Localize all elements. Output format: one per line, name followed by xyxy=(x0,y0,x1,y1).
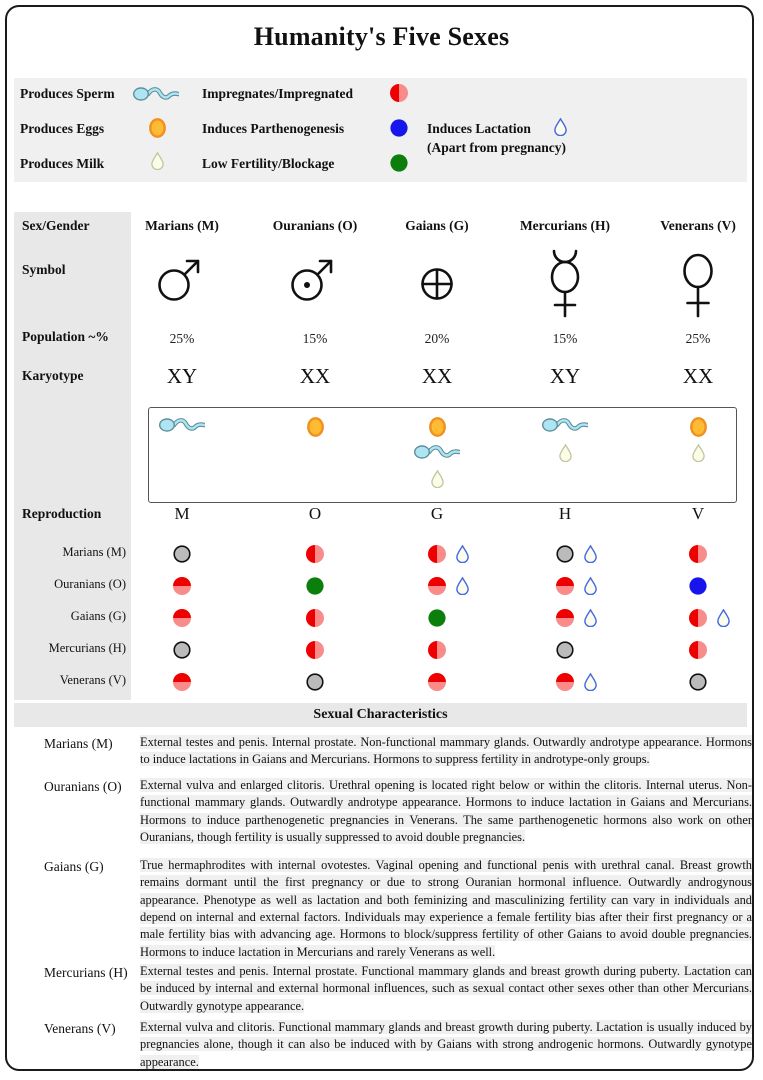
impregnates-horizontal-icon xyxy=(428,577,446,595)
produces-egg-V xyxy=(690,417,707,437)
karyotype-M: XY xyxy=(166,364,198,388)
lactation-drop-icon xyxy=(584,609,597,627)
characteristic-text: True hermaphrodites with internal ovotestes. Vaginal opening and functional penis with urethral canal. Breast growth remains dormant until the first pregnancy or due to strong Ouranian hormonal influence. Outwardly androgynous appearance. Phenotype as well as lactation and both feminizing and masculinizing fertility can vary in individuals and depend on internal and external factors. Individuals may experience a female fertility bias after their first pregnancy or a male fertility bias with advancing age. Hormons to block/suppress fertility of other Gaians to avoid double pregnancies. Hormons to induce lactation in Mercurians and rarely Venerans as well. xyxy=(140,858,752,959)
row-header-reproduction: Reproduction xyxy=(22,506,102,521)
matrix-cell xyxy=(306,673,324,691)
legend-lactation-label: Induces Lactation xyxy=(427,121,531,136)
page-title: Humanity's Five Sexes xyxy=(253,22,510,51)
matrix-cell xyxy=(428,641,446,659)
milk-drop-icon xyxy=(559,444,572,462)
produces-sperm-G xyxy=(414,444,460,460)
lactation-drop-icon xyxy=(456,577,469,595)
matrix-cell xyxy=(428,609,446,627)
matrix-cell-lactation xyxy=(584,577,597,595)
column-header-M: Marians (M) xyxy=(145,218,219,233)
produces-milk-G xyxy=(431,470,444,488)
impregnates-horizontal-icon xyxy=(428,673,446,691)
no-interaction-icon xyxy=(556,641,574,659)
matrix-cell xyxy=(306,609,324,627)
matrix-cell xyxy=(173,641,191,659)
impregnates-vertical-icon xyxy=(689,641,707,659)
matrix-cell xyxy=(556,641,574,659)
karyotype-H: XY xyxy=(549,364,581,388)
impregnates-vertical-icon xyxy=(390,84,408,102)
matrix-column-letter-O: O xyxy=(308,504,322,523)
low-fertility-icon xyxy=(306,577,324,595)
produces-egg-O xyxy=(307,417,324,437)
lactation-drop-icon xyxy=(554,118,567,136)
matrix-row-label: Marians (M) xyxy=(62,545,126,559)
impregnates-vertical-icon xyxy=(306,641,324,659)
matrix-cell xyxy=(428,577,446,595)
lactation-drop-icon xyxy=(584,673,597,691)
impregnates-horizontal-icon xyxy=(173,609,191,627)
no-interaction-icon xyxy=(306,673,324,691)
symbol-cell-G xyxy=(409,246,465,322)
matrix-cell xyxy=(556,609,574,627)
matrix-cell xyxy=(556,673,574,691)
earth-symbol-icon xyxy=(409,246,465,322)
matrix-cell xyxy=(689,673,707,691)
characteristic-name: Marians (M) xyxy=(44,736,113,751)
mars-symbol-icon xyxy=(154,246,210,322)
legend-impregnates-label: Impregnates/Impregnated xyxy=(202,86,353,101)
matrix-cell-lactation xyxy=(584,545,597,563)
impregnates-horizontal-icon xyxy=(173,577,191,595)
low-fertility-icon xyxy=(390,154,408,172)
sperm-icon xyxy=(133,86,179,102)
no-interaction-icon xyxy=(556,545,574,563)
legend-low-fertility-label: Low Fertility/Blockage xyxy=(202,156,335,171)
row-header-sex-gender: Sex/Gender xyxy=(22,218,90,233)
impregnates-vertical-icon xyxy=(689,609,707,627)
matrix-cell xyxy=(556,577,574,595)
symbol-cell-H xyxy=(537,246,593,322)
low-fertility-icon xyxy=(428,609,446,627)
impregnates-vertical-icon xyxy=(428,641,446,659)
matrix-cell xyxy=(173,609,191,627)
row-header-population: Population ~% xyxy=(22,329,109,344)
matrix-row-label: Mercurians (H) xyxy=(48,641,126,655)
matrix-cell-lactation xyxy=(584,609,597,627)
characteristic-text: External testes and penis. Internal prostate. Functional mammary glands and breast growth during puberty. Lactation can be induced by internal and external hormonal influences, such as sexual contact other sexes other than other Mercurians. Outwardly gynotype appearance. xyxy=(140,964,752,1013)
legend-parthenogenesis-label: Induces Parthenogenesis xyxy=(202,121,345,136)
sperm-icon xyxy=(542,417,588,433)
matrix-cell-lactation xyxy=(584,673,597,691)
matrix-cell xyxy=(689,641,707,659)
matrix-cell xyxy=(173,673,191,691)
matrix-cell xyxy=(306,641,324,659)
characteristic-name: Gaians (G) xyxy=(44,859,104,874)
row-header-symbol: Symbol xyxy=(22,262,66,277)
no-interaction-icon xyxy=(173,545,191,563)
matrix-column-letter-M: M xyxy=(174,504,190,523)
matrix-column-letter-V: V xyxy=(691,504,705,523)
lactation-drop-icon xyxy=(456,545,469,563)
milk-drop-icon xyxy=(151,152,164,170)
lactation-drop-icon xyxy=(584,545,597,563)
matrix-cell-lactation xyxy=(456,545,469,563)
matrix-cell-lactation xyxy=(456,577,469,595)
symbol-cell-V xyxy=(670,246,726,322)
impregnates-vertical-icon xyxy=(306,609,324,627)
produces-sperm-M xyxy=(159,417,205,433)
legend-lactation-sublabel: (Apart from pregnancy) xyxy=(427,140,566,155)
egg-icon xyxy=(429,417,446,437)
matrix-cell xyxy=(173,545,191,563)
column-header-V: Venerans (V) xyxy=(660,218,736,233)
karyotype-G: XX xyxy=(421,364,453,388)
matrix-cell xyxy=(556,545,574,563)
impregnates-horizontal-icon xyxy=(556,609,574,627)
no-interaction-icon xyxy=(173,641,191,659)
characteristic-text: External vulva and clitoris. Functional mammary glands and breast growth during puberty. Lactation is usually induced by pregnancies alone, though it can also be induced with by Gaians with strong androgenic hormons. Outwardly gynotype appearance. xyxy=(140,1020,752,1069)
matrix-row-label: Venerans (V) xyxy=(59,673,126,687)
matrix-cell xyxy=(306,545,324,563)
legend-panel xyxy=(14,78,747,182)
legend-produces-sperm-label: Produces Sperm xyxy=(20,86,115,101)
column-header-O: Ouranians (O) xyxy=(272,218,358,233)
lactation-drop-icon xyxy=(717,609,730,627)
karyotype-O: XX xyxy=(299,364,331,388)
impregnates-vertical-icon xyxy=(428,545,446,563)
produces-milk-V xyxy=(692,444,705,462)
matrix-row-label: Gaians (G) xyxy=(70,609,126,623)
impregnates-vertical-icon xyxy=(306,545,324,563)
column-header-H: Mercurians (H) xyxy=(519,218,611,233)
matrix-cell xyxy=(428,673,446,691)
matrix-cell-lactation xyxy=(717,609,730,627)
uranus-symbol-icon xyxy=(287,246,343,322)
matrix-cell xyxy=(689,545,707,563)
egg-icon xyxy=(307,417,324,437)
population-H: 15% xyxy=(552,331,578,346)
sexual-characteristics-header: Sexual Characteristics xyxy=(14,703,747,727)
symbol-cell-M xyxy=(154,246,210,322)
mercury-symbol-icon xyxy=(537,246,593,322)
row-header-column xyxy=(14,212,131,700)
produces-sperm-H xyxy=(542,417,588,433)
population-V: 25% xyxy=(685,331,711,346)
sperm-icon xyxy=(159,417,205,433)
matrix-column-letter-H: H xyxy=(558,504,572,523)
legend-produces-milk-label: Produces Milk xyxy=(20,156,105,171)
characteristic-text: External vulva and enlarged clitoris. Urethral opening is located right below or within the clitoris. Internal uterus. Non-functional mammary glands. Outwardly androtype appearance. Hormons to induce lactation in Gaians and Mercurians. Hormons to induce parthenogenetic pregnancies in Venerans. The same parthenogenetic hormons also work on other Ouranians, though fertility is usually suppressed to avoid double pregnancies. xyxy=(140,778,752,845)
column-header-G: Gaians (G) xyxy=(405,218,469,233)
produces-egg-G xyxy=(429,417,446,437)
milk-drop-icon xyxy=(692,444,705,462)
characteristic-name: Ouranians (O) xyxy=(44,779,122,794)
egg-icon xyxy=(690,417,707,437)
venus-symbol-icon xyxy=(670,246,726,322)
matrix-column-letter-G: G xyxy=(430,504,444,523)
matrix-cell xyxy=(689,577,707,595)
no-interaction-icon xyxy=(689,673,707,691)
milk-drop-icon xyxy=(431,470,444,488)
row-header-karyotype: Karyotype xyxy=(22,368,84,383)
matrix-cell xyxy=(173,577,191,595)
sperm-icon xyxy=(414,444,460,460)
characteristic-name: Mercurians (H) xyxy=(44,965,128,980)
population-O: 15% xyxy=(302,331,328,346)
population-G: 20% xyxy=(424,331,450,346)
impregnates-horizontal-icon xyxy=(556,673,574,691)
characteristic-name: Venerans (V) xyxy=(44,1021,116,1036)
lactation-drop-icon xyxy=(584,577,597,595)
matrix-cell xyxy=(306,577,324,595)
egg-icon xyxy=(149,118,166,138)
characteristic-text: External testes and penis. Internal prostate. Non-functional mammary glands. Outwardly androtype appearance. Hormons to induce lactations in Gaians and Mercurians. Hormons to suppress fertility in androtype-only groups. xyxy=(140,735,752,767)
matrix-row-label: Ouranians (O) xyxy=(54,577,126,591)
symbol-cell-O xyxy=(287,246,343,322)
population-M: 25% xyxy=(169,331,195,346)
impregnates-horizontal-icon xyxy=(556,577,574,595)
matrix-cell xyxy=(428,545,446,563)
impregnates-horizontal-icon xyxy=(173,673,191,691)
produces-milk-H xyxy=(559,444,572,462)
legend-produces-eggs-label: Produces Eggs xyxy=(20,121,105,136)
impregnates-vertical-icon xyxy=(689,545,707,563)
karyotype-V: XX xyxy=(682,364,714,388)
parthenogenesis-icon xyxy=(390,119,408,137)
matrix-cell xyxy=(689,609,707,627)
parthenogenesis-icon xyxy=(689,577,707,595)
